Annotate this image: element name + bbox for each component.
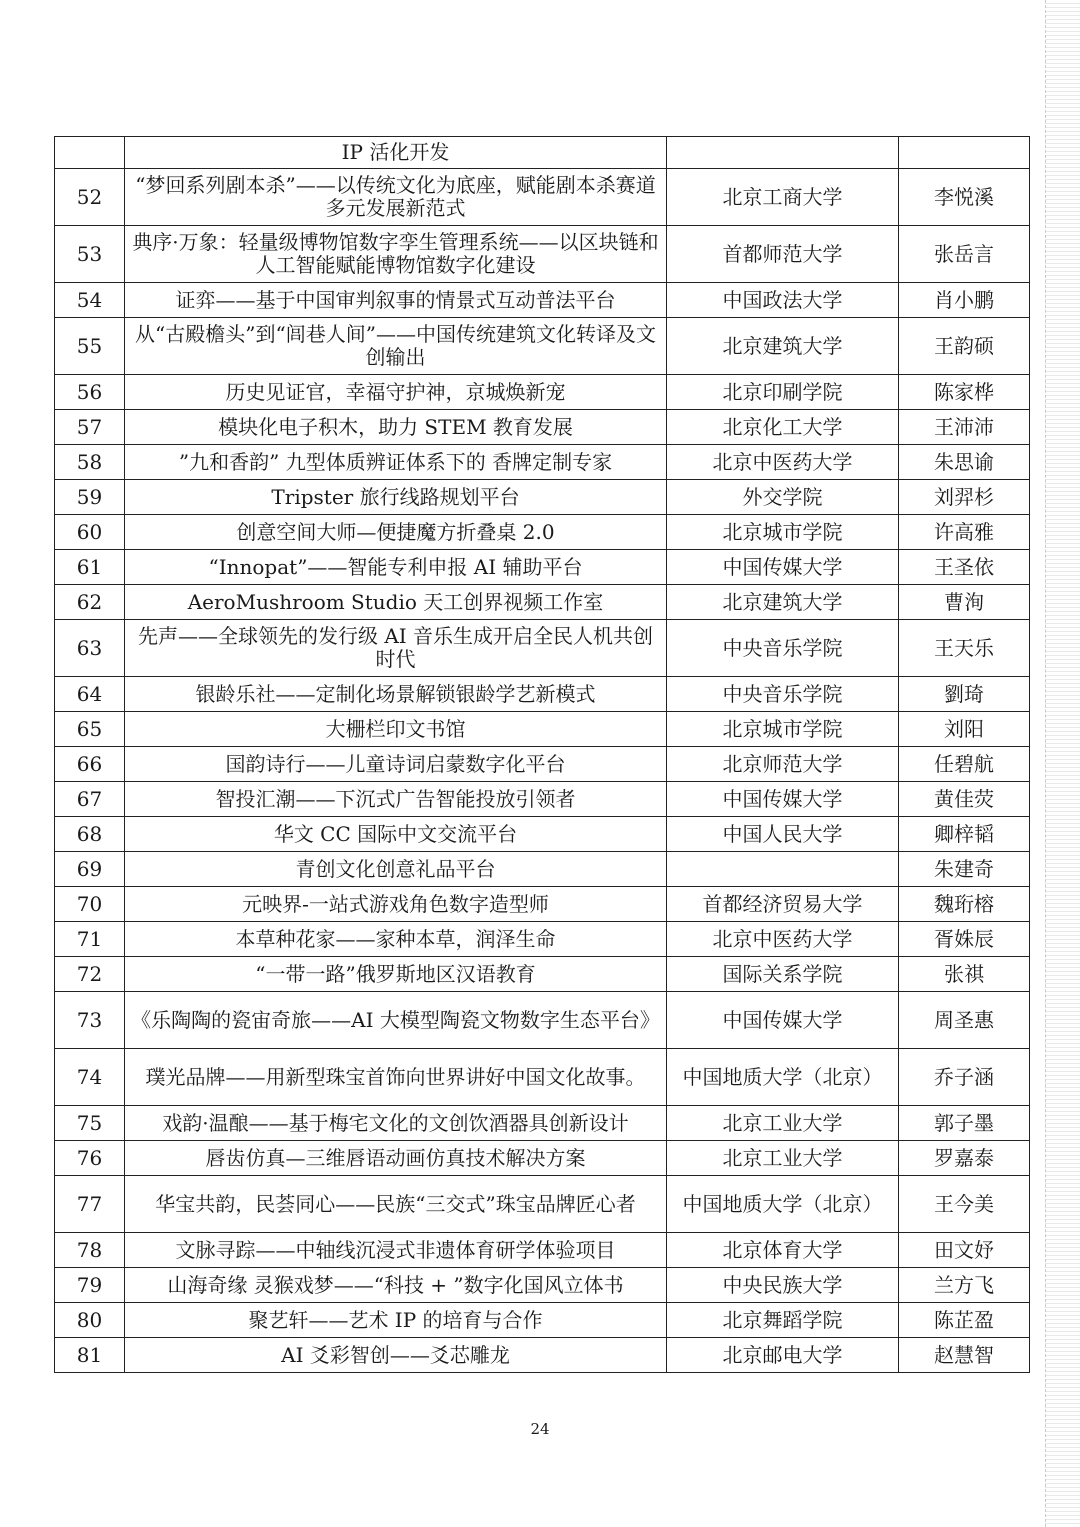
- project-name-cell: 证弈——基于中国审判叙事的情景式互动普法平台: [125, 283, 667, 318]
- row-number-cell: 61: [55, 550, 125, 585]
- leader-cell: 朱建奇: [899, 852, 1030, 887]
- school-cell: 北京工业大学: [667, 1106, 899, 1141]
- row-number-cell: 70: [55, 887, 125, 922]
- row-number-cell: 59: [55, 480, 125, 515]
- row-number-cell: 64: [55, 677, 125, 712]
- table-row: [55, 992, 1030, 1049]
- project-name-cell: 模块化电子积木，助力 STEM 教育发展: [125, 410, 667, 445]
- school-cell: 北京师范大学: [667, 747, 899, 782]
- row-number-cell: 56: [55, 375, 125, 410]
- table-row: [55, 747, 1030, 782]
- table-row: [55, 1141, 1030, 1176]
- school-cell: 中国地质大学（北京）: [667, 1176, 899, 1233]
- leader-cell: 任碧航: [899, 747, 1030, 782]
- project-name-cell: 璞光品牌——用新型珠宝首饰向世界讲好中国文化故事。: [125, 1049, 667, 1106]
- school-cell: 北京印刷学院: [667, 375, 899, 410]
- row-number-cell: 69: [55, 852, 125, 887]
- table-row: [55, 712, 1030, 747]
- row-number-cell: 65: [55, 712, 125, 747]
- school-cell: 国际关系学院: [667, 957, 899, 992]
- row-number-cell: 53: [55, 226, 125, 283]
- project-name-cell: 青创文化创意礼品平台: [125, 852, 667, 887]
- project-name-cell: 唇齿仿真—三维唇语动画仿真技术解决方案: [125, 1141, 667, 1176]
- project-name-cell: 创意空间大师—便捷魔方折叠桌 2.0: [125, 515, 667, 550]
- row-number-cell: 79: [55, 1268, 125, 1303]
- school-cell: 北京建筑大学: [667, 585, 899, 620]
- school-cell: 首都经济贸易大学: [667, 887, 899, 922]
- row-number-cell: 73: [55, 992, 125, 1049]
- row-number-cell: 66: [55, 747, 125, 782]
- school-cell: 北京城市学院: [667, 712, 899, 747]
- table-row: [55, 515, 1030, 550]
- leader-cell: 刘阳: [899, 712, 1030, 747]
- school-cell: 中央音乐学院: [667, 677, 899, 712]
- leader-cell: 田文妤: [899, 1233, 1030, 1268]
- project-name-cell: AI 爻彩智创——爻芯雕龙: [125, 1338, 667, 1373]
- school-cell: 北京邮电大学: [667, 1338, 899, 1373]
- project-name-cell: 先声——全球领先的发行级 AI 音乐生成开启全民人机共创时代: [125, 620, 667, 677]
- table-row: [55, 677, 1030, 712]
- school-cell: 中央民族大学: [667, 1268, 899, 1303]
- table-row: [55, 1176, 1030, 1233]
- row-number-cell: 63: [55, 620, 125, 677]
- leader-cell: 陈芷盈: [899, 1303, 1030, 1338]
- school-cell: 北京工业大学: [667, 1141, 899, 1176]
- leader-cell: 张岳言: [899, 226, 1030, 283]
- table-row: [55, 550, 1030, 585]
- leader-cell: 陈家桦: [899, 375, 1030, 410]
- school-cell: 首都师范大学: [667, 226, 899, 283]
- leader-cell: 王韵硕: [899, 318, 1030, 375]
- table-row: [55, 782, 1030, 817]
- table-row: [55, 480, 1030, 515]
- row-number-cell: 76: [55, 1141, 125, 1176]
- row-number-cell: 58: [55, 445, 125, 480]
- school-cell: 中国传媒大学: [667, 992, 899, 1049]
- row-number-cell: 77: [55, 1176, 125, 1233]
- leader-cell: 张祺: [899, 957, 1030, 992]
- leader-cell: 卿梓韬: [899, 817, 1030, 852]
- project-name-cell: 文脉寻踪——中轴线沉浸式非遗体育研学体验项目: [125, 1233, 667, 1268]
- project-name-cell: 戏韵·温酿——基于梅宅文化的文创饮酒器具创新设计: [125, 1106, 667, 1141]
- project-name-cell: 华宝共韵，民荟同心——民族“三交式”珠宝品牌匠心者: [125, 1176, 667, 1233]
- row-number-cell: 60: [55, 515, 125, 550]
- scan-edge-artifact: [1045, 0, 1080, 1527]
- row-number-cell: 54: [55, 283, 125, 318]
- leader-cell: 赵慧智: [899, 1338, 1030, 1373]
- school-cell: 中国地质大学（北京）: [667, 1049, 899, 1106]
- table-row: [55, 1338, 1030, 1373]
- project-name-cell: 大栅栏印文书馆: [125, 712, 667, 747]
- row-number-cell: 55: [55, 318, 125, 375]
- project-table: [54, 136, 1030, 1373]
- project-name-cell: 银龄乐社——定制化场景解锁银龄学艺新模式: [125, 677, 667, 712]
- row-number-cell: 68: [55, 817, 125, 852]
- continuation-row: [55, 137, 1030, 169]
- project-name-cell: 华文 CC 国际中文交流平台: [125, 817, 667, 852]
- school-cell: 中央音乐学院: [667, 620, 899, 677]
- leader-cell: 王天乐: [899, 620, 1030, 677]
- leader-cell: 劉琦: [899, 677, 1030, 712]
- table-row: [55, 887, 1030, 922]
- school-cell: 北京化工大学: [667, 410, 899, 445]
- school-cell: 北京工商大学: [667, 169, 899, 226]
- table-row: [55, 957, 1030, 992]
- project-name-cell: ”九和香韵” 九型体质辨证体系下的 香牌定制专家: [125, 445, 667, 480]
- table-row: [55, 283, 1030, 318]
- leader-cell: 曹洵: [899, 585, 1030, 620]
- table-row: [55, 922, 1030, 957]
- table-row: [55, 318, 1030, 375]
- table-row: [55, 817, 1030, 852]
- leader-cell: 黄佳荧: [899, 782, 1030, 817]
- row-number-cell: 62: [55, 585, 125, 620]
- project-name-cell: IP 活化开发: [125, 137, 667, 169]
- school-cell: [667, 852, 899, 887]
- row-number-cell: 78: [55, 1233, 125, 1268]
- school-cell: 中国传媒大学: [667, 782, 899, 817]
- table-row: [55, 1303, 1030, 1338]
- school-cell: 北京中医药大学: [667, 922, 899, 957]
- project-name-cell: 本草种花家——家种本草，润泽生命: [125, 922, 667, 957]
- table-row: [55, 1233, 1030, 1268]
- row-number-cell: 52: [55, 169, 125, 226]
- project-name-cell: “梦回系列剧本杀”——以传统文化为底座，赋能剧本杀赛道多元发展新范式: [125, 169, 667, 226]
- leader-cell: 王圣依: [899, 550, 1030, 585]
- leader-cell: 罗嘉泰: [899, 1141, 1030, 1176]
- row-number-cell: 71: [55, 922, 125, 957]
- leader-cell: 王沛沛: [899, 410, 1030, 445]
- project-name-cell: 历史见证官，幸福守护神，京城焕新宠: [125, 375, 667, 410]
- leader-cell: 李悦溪: [899, 169, 1030, 226]
- table-row: [55, 1268, 1030, 1303]
- project-name-cell: 聚艺轩——艺术 IP 的培育与合作: [125, 1303, 667, 1338]
- table-row: [55, 1049, 1030, 1106]
- leader-cell: 魏珩榕: [899, 887, 1030, 922]
- row-number-cell: 74: [55, 1049, 125, 1106]
- project-name-cell: 智投汇潮——下沉式广告智能投放引领者: [125, 782, 667, 817]
- table-row: [55, 445, 1030, 480]
- table-row: [55, 852, 1030, 887]
- leader-cell: 肖小鹏: [899, 283, 1030, 318]
- project-name-cell: 典序·万象：轻量级博物馆数字孪生管理系统——以区块链和人工智能赋能博物馆数字化建设: [125, 226, 667, 283]
- table-row: [55, 410, 1030, 445]
- leader-cell: 许高雅: [899, 515, 1030, 550]
- num-cell: [55, 137, 125, 169]
- leader-cell: 刘羿杉: [899, 480, 1030, 515]
- table-row: [55, 226, 1030, 283]
- table-row: [55, 1106, 1030, 1141]
- leader-cell: 朱思谕: [899, 445, 1030, 480]
- leader-cell: 周圣惠: [899, 992, 1030, 1049]
- school-cell: 北京舞蹈学院: [667, 1303, 899, 1338]
- row-number-cell: 72: [55, 957, 125, 992]
- leader-cell: 胥姝辰: [899, 922, 1030, 957]
- table-row: [55, 585, 1030, 620]
- school-cell: 北京城市学院: [667, 515, 899, 550]
- row-number-cell: 67: [55, 782, 125, 817]
- row-number-cell: 81: [55, 1338, 125, 1373]
- school-cell: 北京中医药大学: [667, 445, 899, 480]
- project-name-cell: “Innopat”——智能专利申报 AI 辅助平台: [125, 550, 667, 585]
- page-number: 24: [530, 1420, 550, 1438]
- school-cell: 外交学院: [667, 480, 899, 515]
- school-cell: 中国政法大学: [667, 283, 899, 318]
- project-name-cell: 国韵诗行——儿童诗词启蒙数字化平台: [125, 747, 667, 782]
- project-name-cell: 从“古殿檐头”到“闾巷人间”——中国传统建筑文化转译及文创输出: [125, 318, 667, 375]
- leader-cell: 兰方飞: [899, 1268, 1030, 1303]
- school-cell: [667, 137, 899, 169]
- project-table-body: [55, 137, 1030, 1373]
- school-cell: 中国人民大学: [667, 817, 899, 852]
- project-name-cell: 元映界-一站式游戏角色数字造型师: [125, 887, 667, 922]
- leader-cell: 王今美: [899, 1176, 1030, 1233]
- row-number-cell: 75: [55, 1106, 125, 1141]
- project-name-cell: “一带一路”俄罗斯地区汉语教育: [125, 957, 667, 992]
- school-cell: 北京建筑大学: [667, 318, 899, 375]
- project-name-cell: 《乐陶陶的瓷宙奇旅——AI 大模型陶瓷文物数字生态平台》: [125, 992, 667, 1049]
- leader-cell: 乔子涵: [899, 1049, 1030, 1106]
- project-name-cell: AeroMushroom Studio 天工创界视频工作室: [125, 585, 667, 620]
- table-row: [55, 375, 1030, 410]
- school-cell: 中国传媒大学: [667, 550, 899, 585]
- leader-cell: [899, 137, 1030, 169]
- table-row: [55, 169, 1030, 226]
- school-cell: 北京体育大学: [667, 1233, 899, 1268]
- project-name-cell: Tripster 旅行线路规划平台: [125, 480, 667, 515]
- project-name-cell: 山海奇缘 灵猴戏梦——“科技 + ”数字化国风立体书: [125, 1268, 667, 1303]
- leader-cell: 郭子墨: [899, 1106, 1030, 1141]
- row-number-cell: 80: [55, 1303, 125, 1338]
- row-number-cell: 57: [55, 410, 125, 445]
- table-row: [55, 620, 1030, 677]
